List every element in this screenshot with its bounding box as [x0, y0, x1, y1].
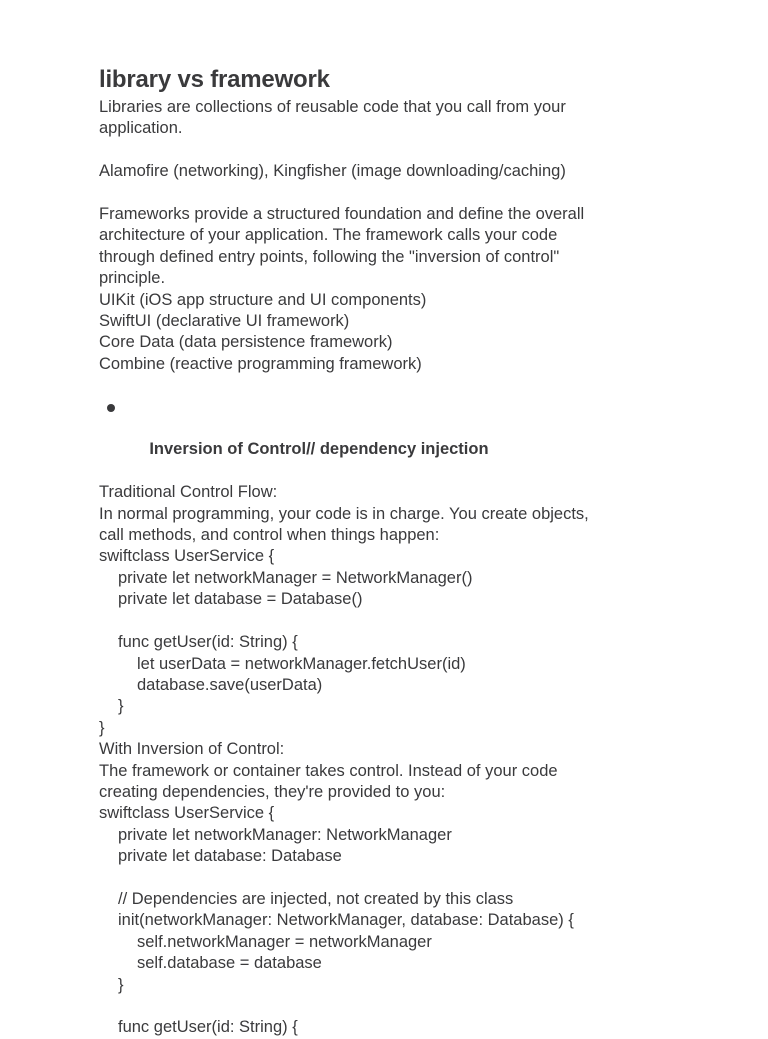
code-line: swiftclass UserService { — [99, 804, 275, 823]
bullet-dot-icon — [107, 404, 115, 412]
text-line: through defined entry points, following the "inversion of control" — [99, 247, 560, 266]
text-line: UIKit (iOS app structure and UI components) — [99, 290, 427, 309]
code-line: func getUser(id: String) { — [118, 633, 298, 652]
blank-line — [99, 611, 699, 632]
text-line: Libraries are collections of reusable code that you call from your — [99, 98, 566, 116]
text-line: SwiftUI (declarative UI framework) — [99, 312, 350, 331]
blank-line — [99, 140, 699, 161]
text-line: Frameworks provide a structured foundation and define the overall — [99, 205, 585, 223]
text-line: Traditional Control Flow: — [99, 483, 278, 502]
text-line: creating dependencies, they're provided to you: — [99, 782, 446, 801]
code-line: func getUser(id: String) { — [118, 1018, 298, 1037]
code-line: let userData = networkManager.fetchUser(id) — [137, 654, 466, 673]
code-line: private let networkManager = NetworkManager() — [118, 568, 473, 587]
code-line: init(networkManager: NetworkManager, database: Database) { — [118, 911, 574, 930]
code-line: private let networkManager: NetworkManager — [118, 825, 452, 844]
code-line: self.database = database — [137, 954, 322, 973]
text-line: architecture of your application. The framework calls your code — [99, 226, 558, 245]
text-line: Core Data (data persistence framework) — [99, 333, 393, 352]
bullet-item — [99, 397, 699, 483]
code-line: database.save(userData) — [137, 675, 323, 694]
text-line: Alamofire (networking), Kingfisher (image downloading/caching) — [99, 162, 566, 181]
text-line: The framework or container takes control. Instead of your code — [99, 761, 558, 780]
text-line: With Inversion of Control: — [99, 740, 285, 759]
code-line: swiftclass UserService { — [99, 547, 275, 566]
text-line: application. — [99, 119, 183, 138]
code-line: } — [118, 697, 124, 716]
bullet-text: Inversion of Control// dependency injection — [149, 440, 489, 459]
code-line: // Dependencies are injected, not created by this class — [118, 889, 514, 908]
blank-line — [99, 375, 699, 396]
text-line: In normal programming, your code is in charge. You create objects, — [99, 504, 589, 523]
code-line: private let database = Database() — [118, 590, 363, 609]
code-line: } — [99, 718, 105, 737]
blank-line — [99, 868, 699, 889]
blank-line — [99, 996, 699, 1017]
text-line: call methods, and control when things happen: — [99, 526, 440, 545]
code-line: } — [118, 975, 124, 994]
blank-line — [99, 183, 699, 204]
text-line: Combine (reactive programming framework) — [99, 354, 422, 373]
text-line: principle. — [99, 269, 166, 288]
note-title: library vs framework — [99, 66, 330, 93]
code-line: self.networkManager = networkManager — [137, 932, 432, 951]
code-line: private let database: Database — [118, 847, 342, 866]
